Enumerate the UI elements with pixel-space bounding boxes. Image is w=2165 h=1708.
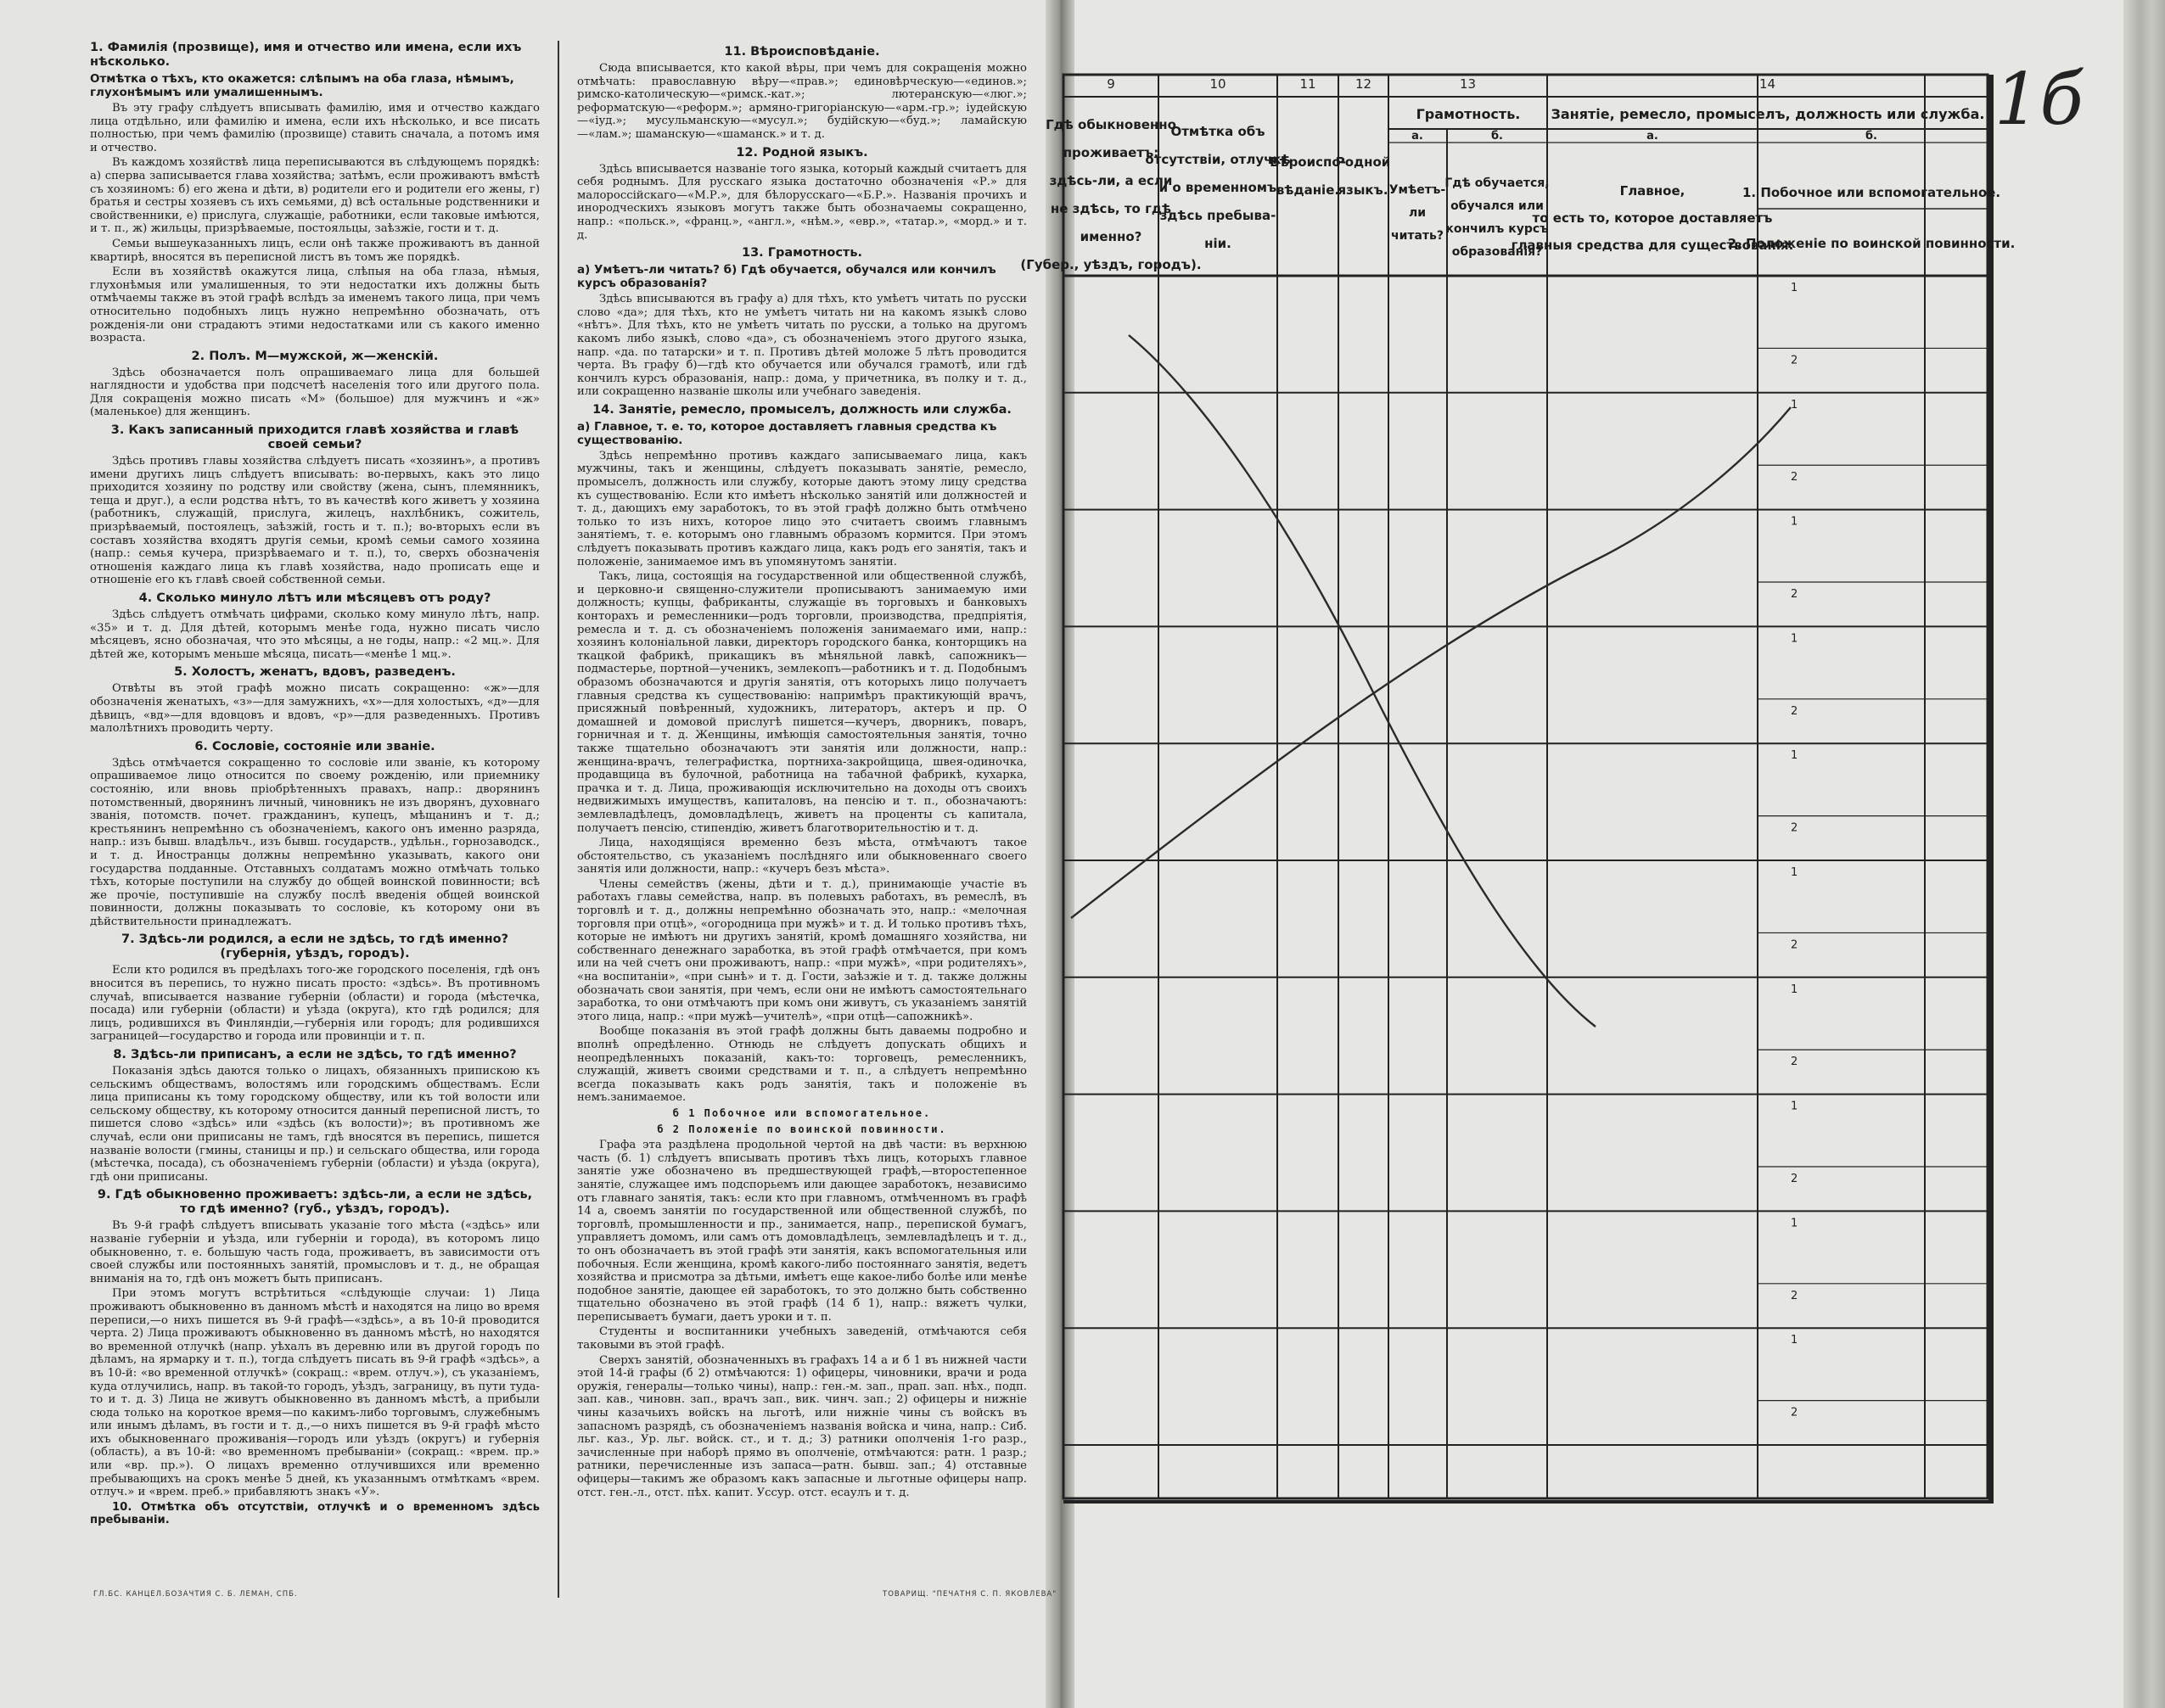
column-13b-header: Гдѣ обучается, — [1444, 176, 1550, 190]
instruction-paragraph: Если кто родился въ предѣлахъ того-же городского поселенія, гдѣ онъ вносится въ перепись, то нужно писать просто: «здѣсь». Въ противномъ случаѣ, вписывается название губерніи (области) и города (мѣстечка, посада) или губерніи (области) и уѣзда (округа), кто гдѣ родился; для лицъ, родившихся въ Финляндіи,—губернія или городъ; для родившихся заграницей—государство и города или провинціи и т. п. — [90, 964, 540, 1044]
section-heading: 13. Грамотность. — [741, 246, 862, 260]
instruction-paragraph: При этомъ могутъ встрѣтиться «слѣдующіе случаи: 1) Лица проживаютъ обыкновенно въ данномъ мѣстѣ и находятся на лицо во время переписи,—о нихъ пишется въ 9-й графѣ—«здѣсь», а въ 10-й проводится черта. 2) Лица проживаютъ обыкновенно въ данномъ мѣстѣ, но находятся во временной отлучкѣ (напр. уѣхалъ въ деревню или въ другой городъ по дѣламъ, на ярмарку и т. п.), тогда слѣдуетъ писать въ 9-й графѣ «здѣсь», а въ 10-й: «во временной отлучкѣ» (сокращ.: «врем. отлуч.»), съ указаніемъ, куда отлучились, напр. въ такой-то городъ, уѣздъ, заграницу, въ пути туда-то и т. д. 3) Лица не живутъ обыкновенно въ данномъ мѣстѣ, а прибыли сюда только на короткое время—по какимъ-либо торговымъ, служебнымъ или инымъ дѣламъ, въ гости и т. д.,—о нихъ пишется въ 9-й графѣ мѣсто ихъ обыкновеннаго проживанія—городъ или уѣздъ (округъ) и губернія (область), а въ 10-й: «во временномъ пребываніи» (сокращ.: «врем. пр.» или «вр. пр.»). О лицахъ временно отлучившихся или временно пребывающихъ на срокъ менѣе 5 дней, къ указаннымъ отмѣткамъ «врем. отлуч.» и «врем. преб.» прибавляютъ знакъ «У». — [90, 1287, 540, 1499]
instruction-paragraph: Въ эту графу слѣдуетъ вписывать фамилію, имя и отчество каждаго лица отдѣльно, или фамилію и имена, если ихъ нѣсколько, и все писать полностью, при чемъ фамилію (прозвище) ставить сначала, а потомъ имя и отчество. — [90, 102, 540, 154]
column-10-header: Отмѣтка объ — [1170, 124, 1265, 139]
column-13b-label: б. — [1490, 130, 1504, 143]
instruction-paragraph: Члены семействъ (жены, дѣти и т. д.), принимающіе участіе въ работахъ главы семейства, напр. въ полевыхъ работахъ, въ ремеслѣ, въ торговлѣ и т. д., должны непремѣнно обозначать это, напр.: «мелочная торговля при отцѣ», «огородница при мужѣ» и т. д. И только противъ тѣхъ, которые не имѣютъ ни другихъ занятій, кромѣ домашняго хозяйства, ни собственнаго денежнаго заработка, въ этой графѣ отмѣчается, при комъ или на чей счетъ они проживаютъ, напр.: «при мужѣ», «при родителяхъ», «на воспитаніи», «при сынѣ» и т. д. Гости, заѣзжіе и т. д. также должны обозначать свои занятія, при чемъ, если они не имѣютъ самостоятельнаго заработка, то они отмѣчаютъ при комъ они живутъ, съ указаніемъ занятій этого лица, напр.: «при мужѣ—учителѣ», «при отцѣ—сапожникѣ». — [577, 877, 1027, 1023]
column-10-header: здѣсь пребыва- — [1159, 208, 1276, 223]
instruction-paragraph: Лица, находящіяся временно безъ мѣста, отмѣчаютъ такое обстоятельство, съ указаніемъ послѣдняго или обыкновеннаго своего занятія или должности, напр.: «кучеръ безъ мѣста». — [577, 837, 1027, 876]
column-11-header: вѣданіе. — [1276, 182, 1340, 198]
printer-imprint-left: ГЛ.БС. КАНЦЕЛ.БОЗАЧТИЯ С. Б. ЛЕМАН, СПБ. — [93, 1590, 298, 1599]
instruction-paragraph: Здѣсь слѣдуетъ отмѣчать цифрами, сколько кому минуло лѣтъ, напр. «35» и т. д. Для дѣтей, которымъ менѣе года, нужно писать число мѣсяцевъ, ясно обозначая, что это мѣсяцы, а не годы, напр.: «2 мц.». Для дѣтей же, которымъ меньше мѣсяца, писать—«менѣе 1 мц.». — [90, 608, 540, 661]
instruction-paragraph: Здѣсь противъ главы хозяйства слѣдуетъ писать «хозяинъ», а противъ имени другихъ лицъ слѣдуетъ вписывать: во-первыхъ, какъ это лицо приходится хозяину по родству или свойству (жена, сынъ, племянникъ, теща и друг.), а если родства нѣтъ, то въ качествѣ кого живетъ у хозяина (работникъ, служащій, прислуга, жилецъ, нахлѣбникъ, сожитель, призрѣваемый, постоялецъ, заѣзжій, гость и т. п.); во-вторыхъ если въ составъ хозяйства входятъ другія семьи, кромѣ семьи самого хозяина (напр.: семья кучера, призрѣваемаго и т. п.), то, сверхъ обозначенія отношенія каждаго лица къ главѣ хозяйства, надо прописать еще и отношеніе его къ главѣ своей собственной семьи. — [90, 455, 540, 587]
instruction-paragraph: Семьи вышеуказанныхъ лицъ, если онѣ также проживаютъ въ данной квартирѣ, вносятся въ переписной листъ въ томъ же порядкѣ. — [90, 237, 540, 264]
column-number: 14 — [1758, 76, 1776, 92]
column-number: 13 — [1459, 76, 1477, 92]
column-14a-header: Главное, — [1619, 183, 1685, 199]
column-14a-header: главныя средства для существованія. — [1511, 238, 1794, 253]
row-label-2: 2 — [1791, 1406, 1798, 1420]
instruction-paragraph: Въ 9-й графѣ слѣдуетъ вписывать указаніе того мѣста («здѣсь» или названіе губерніи и уѣзда, или губерніи и города), въ которомъ лицо обыкновенно, т. е. большую часть года, проживаетъ, въ зависимости отъ своей службы или постоянныхъ занятій, промысловъ и т. д., не обращая вниманія на то, гдѣ онъ можетъ быть приписанъ. — [90, 1219, 540, 1285]
instruction-paragraph: Здѣсь непремѣнно противъ каждаго записываемаго лица, какъ мужчины, такъ и женщины, слѣдуетъ показывать занятіе, ремесло, промыселъ, должность или службу, которые даютъ этому лицу средства къ существованію. Если кто имѣетъ нѣсколько занятій или должностей и т. д., дающихъ ему заработокъ, то въ этой графѣ должно быть отмѣчено только то изъ нихъ, которое лицо это считаетъ своимъ главнымъ занятіемъ, т. е. которымъ оно главнымъ образомъ кормится. При этомъ слѣдуетъ показывать противъ каждаго лица, какъ родъ его занятія, такъ и положеніе, занимаемое имъ въ упомянутомъ занятіи. — [577, 449, 1027, 568]
instruction-paragraph: Сюда вписывается, кто какой вѣры, при чемъ для сокращенія можно отмѣчать: православную вѣру—«прав.»; единовѣрческую—«единов.»; римско-католическую—«римск.-кат.»; лютеранскую—«люг.»; реформатскую—«реформ.»; армяно-григоріанскую—«арм.-гр.»; іудейскую—«іуд.»; мусульманскую—«мусул.»; будійскую—«буд.»; ламайскую—«лам.»; шаманскую—«шаманск.» и т. д. — [577, 62, 1027, 141]
row-label-2: 2 — [1791, 471, 1798, 484]
instruction-paragraph: Если въ хозяйствѣ окажутся лица, слѣпыя на оба глаза, нѣмыя, глухонѣмыя или умалишенныя, то эти недостатки ихъ должны быть отмѣчаемы также въ этой графѣ вслѣдъ за именемъ такого лица, при чемъ относительно подобныхъ лицъ нужно непремѣнно обозначать, отъ рожденія-ли они страдаютъ этими недостатками или съ какого именно возраста. — [90, 266, 540, 345]
row-label-2: 2 — [1791, 1289, 1798, 1302]
section-heading: 7. Здѣсь-ли родился, а если не здѣсь, то гдѣ именно? (губернія, уѣздъ, городъ). — [121, 932, 509, 961]
row-label-1: 1 — [1791, 749, 1798, 763]
column-9-header: проживаетъ: — [1063, 145, 1159, 160]
column-9-header: Гдѣ обыкновенно — [1046, 117, 1176, 132]
printer-imprint-right: ТОВАРИЩ. "ПЕЧАТНЯ С. П. ЯКОВЛЕВА" — [883, 1590, 1057, 1599]
column-number: 12 — [1355, 76, 1372, 92]
column-11-header: Вѣроиспо- — [1270, 154, 1346, 170]
row-label-2: 2 — [1791, 1173, 1798, 1186]
instruction-paragraph: Показанія здѣсь даются только о лицахъ, обязанныхъ припискою къ сельскимъ обществамъ, волостямъ или городскимъ обществамъ. Если лица приписаны къ тому городскому обществу, или къ той волости или сельскому обществу, къ которому относится данный переписной листъ, то пишется слово «здѣсь» или «здѣсь (къ волости)»; въ противномъ же случаѣ, если они приписаны не тамъ, гдѣ вносятся въ перепись, пишется названіе волости (гмины, станицы и пр.) и сельскаго общества, или города (мѣстечка, посада), съ обозначеніемъ губерніи (области) и уѣзда (округа), гдѣ они приписаны. — [90, 1065, 540, 1184]
section-subheading: Отмѣтка о тѣхъ, кто окажется: слѣпымъ на оба глаза, нѣмымъ, глухонѣмымъ или умалишеннымъ. — [90, 72, 514, 99]
crossout-stroke — [1129, 335, 1596, 1027]
column-14b2-header: 2. Положеніе по воинской повинности. — [1727, 236, 2016, 251]
column-9-header: (Губер., уѣздъ, городъ). — [1020, 257, 1202, 272]
column-14b-label: б. — [1865, 130, 1878, 143]
section-heading: 8. Здѣсь-ли приписанъ, а если не здѣсь, то гдѣ именно? — [113, 1048, 517, 1062]
column-13-title: Грамотность. — [1416, 106, 1521, 122]
instruction-paragraph: Графа эта раздѣлена продольной чертой на двѣ части: въ верхнюю часть (б. 1) слѣдуетъ вписывать противъ тѣхъ лицъ, которыхъ главное занятіе уже обозначено въ предшествующей графѣ,—второстепенное занятіе, служащее имъ подспорьемъ или дающее заработокъ, независимо отъ главнаго занятія, такъ: если кто при главномъ, отмѣченномъ въ графѣ 14 а, своемъ занятіи по государственной или общественной службѣ, по торговлѣ, промышленности и пр., занимается, напр., перепиской бумагъ, управляетъ домомъ, или самъ отъ домовладѣлецъ, землевладѣлецъ и т. д., то онъ обозначаетъ въ этой графѣ эти занятія, какъ вспомогательныя или побочныя. Если женщина, кромѣ какого-либо постояннаго занятія, ведетъ хозяйства и присмотра за дѣтьми, имѣетъ еще какое-либо болѣе или менѣе подобное занятіе, дающее ей заработокъ, то это должно быть собственно тщательно обозначено въ этой графѣ (14 б 1), напр.: вяжетъ чулки, переписываетъ бумаги, даетъ уроки и т. п. — [577, 1139, 1027, 1324]
section-subheading: а) Главное, т. е. то, которое доставляетъ главныя средства къ существованію. — [577, 419, 997, 447]
row-label-2: 2 — [1791, 704, 1798, 718]
row-label-1: 1 — [1791, 1217, 1798, 1230]
column-number: 10 — [1209, 76, 1226, 92]
column-14-title: Занятіе, ремесло, промыселъ, должность или служба. — [1551, 106, 1985, 122]
column-10-header: отсутствіи, отлучкѣ — [1145, 152, 1291, 167]
instruction-paragraph: Сверхъ занятій, обозначенныхъ въ графахъ 14 а и б 1 въ нижней части этой 14-й графы (б 2) отмѣчаются: 1) офицеры, чиновники, врачи и рода оружія, генералы—только чины), напр.: ген.-м. зап., прап. зап. нѣх., подп. зап. кав., чиновн. зап., врачъ зап., вик. чинч. зап.; 2) офицеры и нижніе чины казачьихъ войскъ на льготѣ, или нижніе чины съ войскъ въ запасномъ разрядѣ, съ обозначеніемъ названія войска и чина, напр.: Сиб. льг. каз., Ур. льг. войск. ст., и т. д.; 3) ратники ополченія 1-го разр., зачисленные при наборѣ прямо въ ополченіе, отмѣчаются: ратн. 1 разр.; ратники, перечисленные изъ запаса—ратн. бывш. зап.; 4) отставные офицеры—такимъ же образомъ какъ запасные и льготные офицеры напр. отст. ген.-л., отст. пѣх. капит. Уссур. отст. есаулъ и т. д. — [577, 1353, 1027, 1499]
column-number: 11 — [1299, 76, 1316, 92]
section-heading: 5. Холостъ, женатъ, вдовъ, разведенъ. — [174, 665, 456, 680]
instruction-paragraph: Такъ, лица, состоящія на государственной или общественной службѣ, и церковно-и священно-служители прописываютъ занимаемую ими должность; купцы, фабриканты, служащіе въ торговыхъ и банковыхъ конторахъ и ремесленники—родъ торговли, производства, предпріятія, ремесла и т. д. съ обозначеніемъ положенія занимаемаго ими, напр.: хозяинъ колоніальной лавки, директоръ городского банка, конторщикъ на ткацкой фабрикѣ, прикащикъ въ мѣняльной лавкѣ, сапожникъ—подмастерье, портной—ученикъ, землекопъ—работникъ и т. д. Подобнымъ образомъ обозначаются и другія занятія, отъ которыхъ лицо получаетъ главныя средства къ существованію: напримѣръ практикующій врачъ, присяжный повѣренный, художникъ, литераторъ, актеръ и пр. О домашней и домовой прислугѣ пишется—кучеръ, дворникъ, поваръ, горничная и т. д. Женщины, имѣющія самостоятельныя занятія, точно также тщательно обозначаютъ эти занятія или должности, напр.: женщина-врачъ, телеграфистка, портниха-закройщица, швея-одиночка, продавщица въ булочной, работница на табачной фабрикѣ, кухарка, прачка и т. д. Лица, проживающія исключительно на доходы отъ своихъ недвижимыхъ имуществъ, капиталовъ, на пенсію и т. п., обозначаютъ: землевладѣлецъ, домовладѣлецъ, живетъ на проценты съ капитала, получаетъ пенсію, стипендію, живетъ благотворительностію и т. д. — [577, 570, 1027, 835]
column-9-header: не здѣсь, то гдѣ — [1050, 201, 1172, 216]
row-label-2: 2 — [1791, 821, 1798, 835]
section-subheading: б 1 Побочное или вспомогательное. — [672, 1106, 932, 1119]
instruction-paragraph: Здѣсь обозначается полъ опрашиваемаго лица для большей наглядности и удобства при подсчетѣ населенія того или другого пола. Для сокращенія можно писать «М» (большое) для мужчинъ и «ж» (маленькое) для женщинъ. — [90, 366, 540, 419]
column-13a-header: читать? — [1390, 229, 1444, 243]
section-heading: 6. Сословіе, состояніе или званіе. — [194, 739, 435, 753]
row-label-1: 1 — [1791, 1100, 1798, 1113]
section-heading: 1. Фамилія (прозвище), имя и отчество или имена, если ихъ нѣсколько. — [90, 41, 522, 69]
column-10-header: ніи. — [1204, 236, 1231, 251]
section-heading: 4. Сколько минуло лѣтъ или мѣсяцевъ отъ роду? — [138, 591, 491, 605]
row-label-2: 2 — [1791, 1056, 1798, 1069]
column-13b-header: образованія? — [1451, 245, 1543, 259]
column-13b-header: кончилъ курсъ — [1445, 222, 1549, 236]
column-10-heading: 10. Отмѣтка объ отсутствіи, отлучкѣ и о временномъ здѣсь пребываніи. — [90, 1500, 540, 1527]
column-13a-label: а. — [1411, 130, 1423, 143]
column-12-header: языкъ. — [1338, 182, 1388, 198]
column-13b-header: обучался или — [1450, 199, 1544, 213]
column-14a-label: а. — [1646, 130, 1658, 143]
row-label-2: 2 — [1791, 354, 1798, 367]
section-heading: 9. Гдѣ обыкновенно проживаетъ: здѣсь-ли, а если не здѣсь, то гдѣ именно? (губ., уѣздъ, городъ). — [97, 1188, 533, 1217]
column-number: 9 — [1107, 76, 1115, 92]
row-label-1: 1 — [1791, 282, 1798, 294]
column-9-header: именно? — [1080, 229, 1142, 244]
row-label-1: 1 — [1791, 515, 1798, 529]
column-13a-header: ли — [1408, 206, 1427, 220]
row-label-2: 2 — [1791, 588, 1798, 602]
section-heading: 12. Родной языкъ. — [736, 145, 868, 160]
instruction-paragraph: Здѣсь вписываются въ графу а) для тѣхъ, кто умѣетъ читать по русски слово «да»; для тѣхъ, кто не умѣетъ читать ни на какомъ языкѣ слово «нѣтъ». Для тѣхъ, кто не умѣетъ читать по русски, а только на другомъ какомъ либо языкѣ, слово «да», съ обозначеніемъ этого другого языка, напр. «да. по татарски» и т. п. Противъ дѣтей моложе 5 лѣтъ проводится черта. Въ графу б)—гдѣ кто обучается или обучался грамотѣ, или гдѣ кончилъ курсъ образованія, напр.: дома, у причетника, въ полку и т. д., или сокращенно названіе школы или учебнаго заведенія. — [577, 293, 1027, 399]
section-heading: 14. Занятіе, ремесло, промыселъ, должность или служба. — [592, 402, 1012, 417]
row-label-1: 1 — [1791, 398, 1798, 412]
crossout-stroke — [1071, 407, 1791, 918]
column-12-header: Родной — [1335, 154, 1391, 170]
section-heading: 3. Какъ записанный приходится главѣ хозяйства и главѣ своей семьи? — [110, 423, 519, 452]
instruction-paragraph: Вообще показанія въ этой графѣ должны быть даваемы подробно и вполнѣ опредѣленно. Отнюдь не слѣдуетъ допускать общихъ и неопредѣленныхъ показаній, какъ-то: торговецъ, ремесленникъ, служащій, живетъ своими средствами и т. п., а слѣдуетъ непремѣнно всегда показывать какъ родъ занятія, такъ и положеніе въ немъ.занимаемое. — [577, 1025, 1027, 1105]
row-label-1: 1 — [1791, 983, 1798, 996]
section-heading: 2. Полъ. М—мужской, ж—женскій. — [191, 349, 439, 363]
row-label-1: 1 — [1791, 866, 1798, 879]
section-heading: 11. Вѣроисповѣданіе. — [724, 45, 880, 59]
section-subheading: а) Умѣетъ-ли читать? б) Гдѣ обучается, обучался или кончилъ курсъ образованія? — [577, 263, 996, 291]
column-9-header: здѣсь-ли, а если — [1049, 173, 1173, 188]
instruction-paragraph: Студенты и воспитанники учебныхъ заведеній, отмѣчаются себя таковыми въ этой графѣ. — [577, 1325, 1027, 1352]
instruction-paragraph: Здѣсь отмѣчается сокращенно то сословіе или званіе, къ которому опрашиваемое лицо относится по своему рожденію, или приемнику состоянію, или вновь пріобрѣтенныхъ правахъ, напр.: дворянинъ потомственный, дворянинъ личный, чиновникъ не изъ дворянъ, духовнаго званія, потомств. почет. гражданинъ, купецъ, мѣщанинъ и т. д.; крестьянинъ непремѣнно съ обозначеніемъ, какого онъ именно разряда, напр.: изъ бывш. владѣльч., изъ бывш. государств., удѣльн., горнозаводск., и т. д. Иностранцы должны непремѣнно указывать, какого они государства подданные. Отставныхъ солдатамъ можно отмѣчать только тѣхъ, которые поступили на службу до общей воинской повинности; всѣ же прочіе, поступившіе на службу послѣ введенія общей воинской повинности, должны показывать то сословіе, къ которому они въ дѣйствительности принадлежатъ. — [90, 756, 540, 928]
column-13a-header: Умѣетъ- — [1388, 183, 1446, 197]
instruction-paragraph: Отвѣты въ этой графѣ можно писать сокращенно: «ж»—для обозначенія женатыхъ, «з»—для замужнихъ, «х»—для холостыхъ, «д»—для дѣвицъ, «вд»—для вдовцовъ и вдовъ, «р»—для разведенныхъ. Противъ малолѣтнихъ проводить черту. — [90, 682, 540, 736]
instruction-paragraph: Въ каждомъ хозяйствѣ лица переписываются въ слѣдующемъ порядкѣ: а) сперва записывается глава хозяйства; затѣмъ, если проживаютъ вмѣстѣ съ хозяиномъ: б) его жена и дѣти, в) родители его и родители его жены, г) братья и сестры хозяевъ съ ихъ семьями, д) всѣ остальные родственники и свойственники, е) прислуга, служащіе, работники, если таковые имѣются, и т. п., ж) жильцы, призрѣваемые, постояльцы, заѣзжіе, гости и т. д. — [90, 156, 540, 236]
column-14b1-header: 1. Побочное или вспомогательное. — [1742, 185, 2001, 200]
column-14a-header: то есть то, которое доставляетъ — [1532, 210, 1773, 226]
section-subheading: б 2 Положеніе по воинской повинности. — [657, 1123, 947, 1135]
row-label-2: 2 — [1791, 938, 1798, 952]
handwritten-page-mark: 1б — [1994, 58, 2084, 141]
row-label-1: 1 — [1791, 632, 1798, 646]
column-10-header: и о временномъ — [1158, 180, 1277, 195]
instruction-paragraph: Здѣсь вписывается названіе того языка, который каждый считаетъ для себя роднымъ. Для русскаго языка достаточно обозначенія «Р.» для малороссійскаго—«М.Р.», для бѣлорусскаго—«Б.Р.». Названія прочихъ и инородческихъ языковъ могутъ также быть обозначаемы сокращенно, напр.: «польск.», «франц.», «англ.», «нѣм.», «евр.», «татар.», «морд.» и т. д. — [577, 162, 1027, 242]
row-label-1: 1 — [1791, 1334, 1798, 1347]
form-frame — [1063, 75, 1988, 1498]
